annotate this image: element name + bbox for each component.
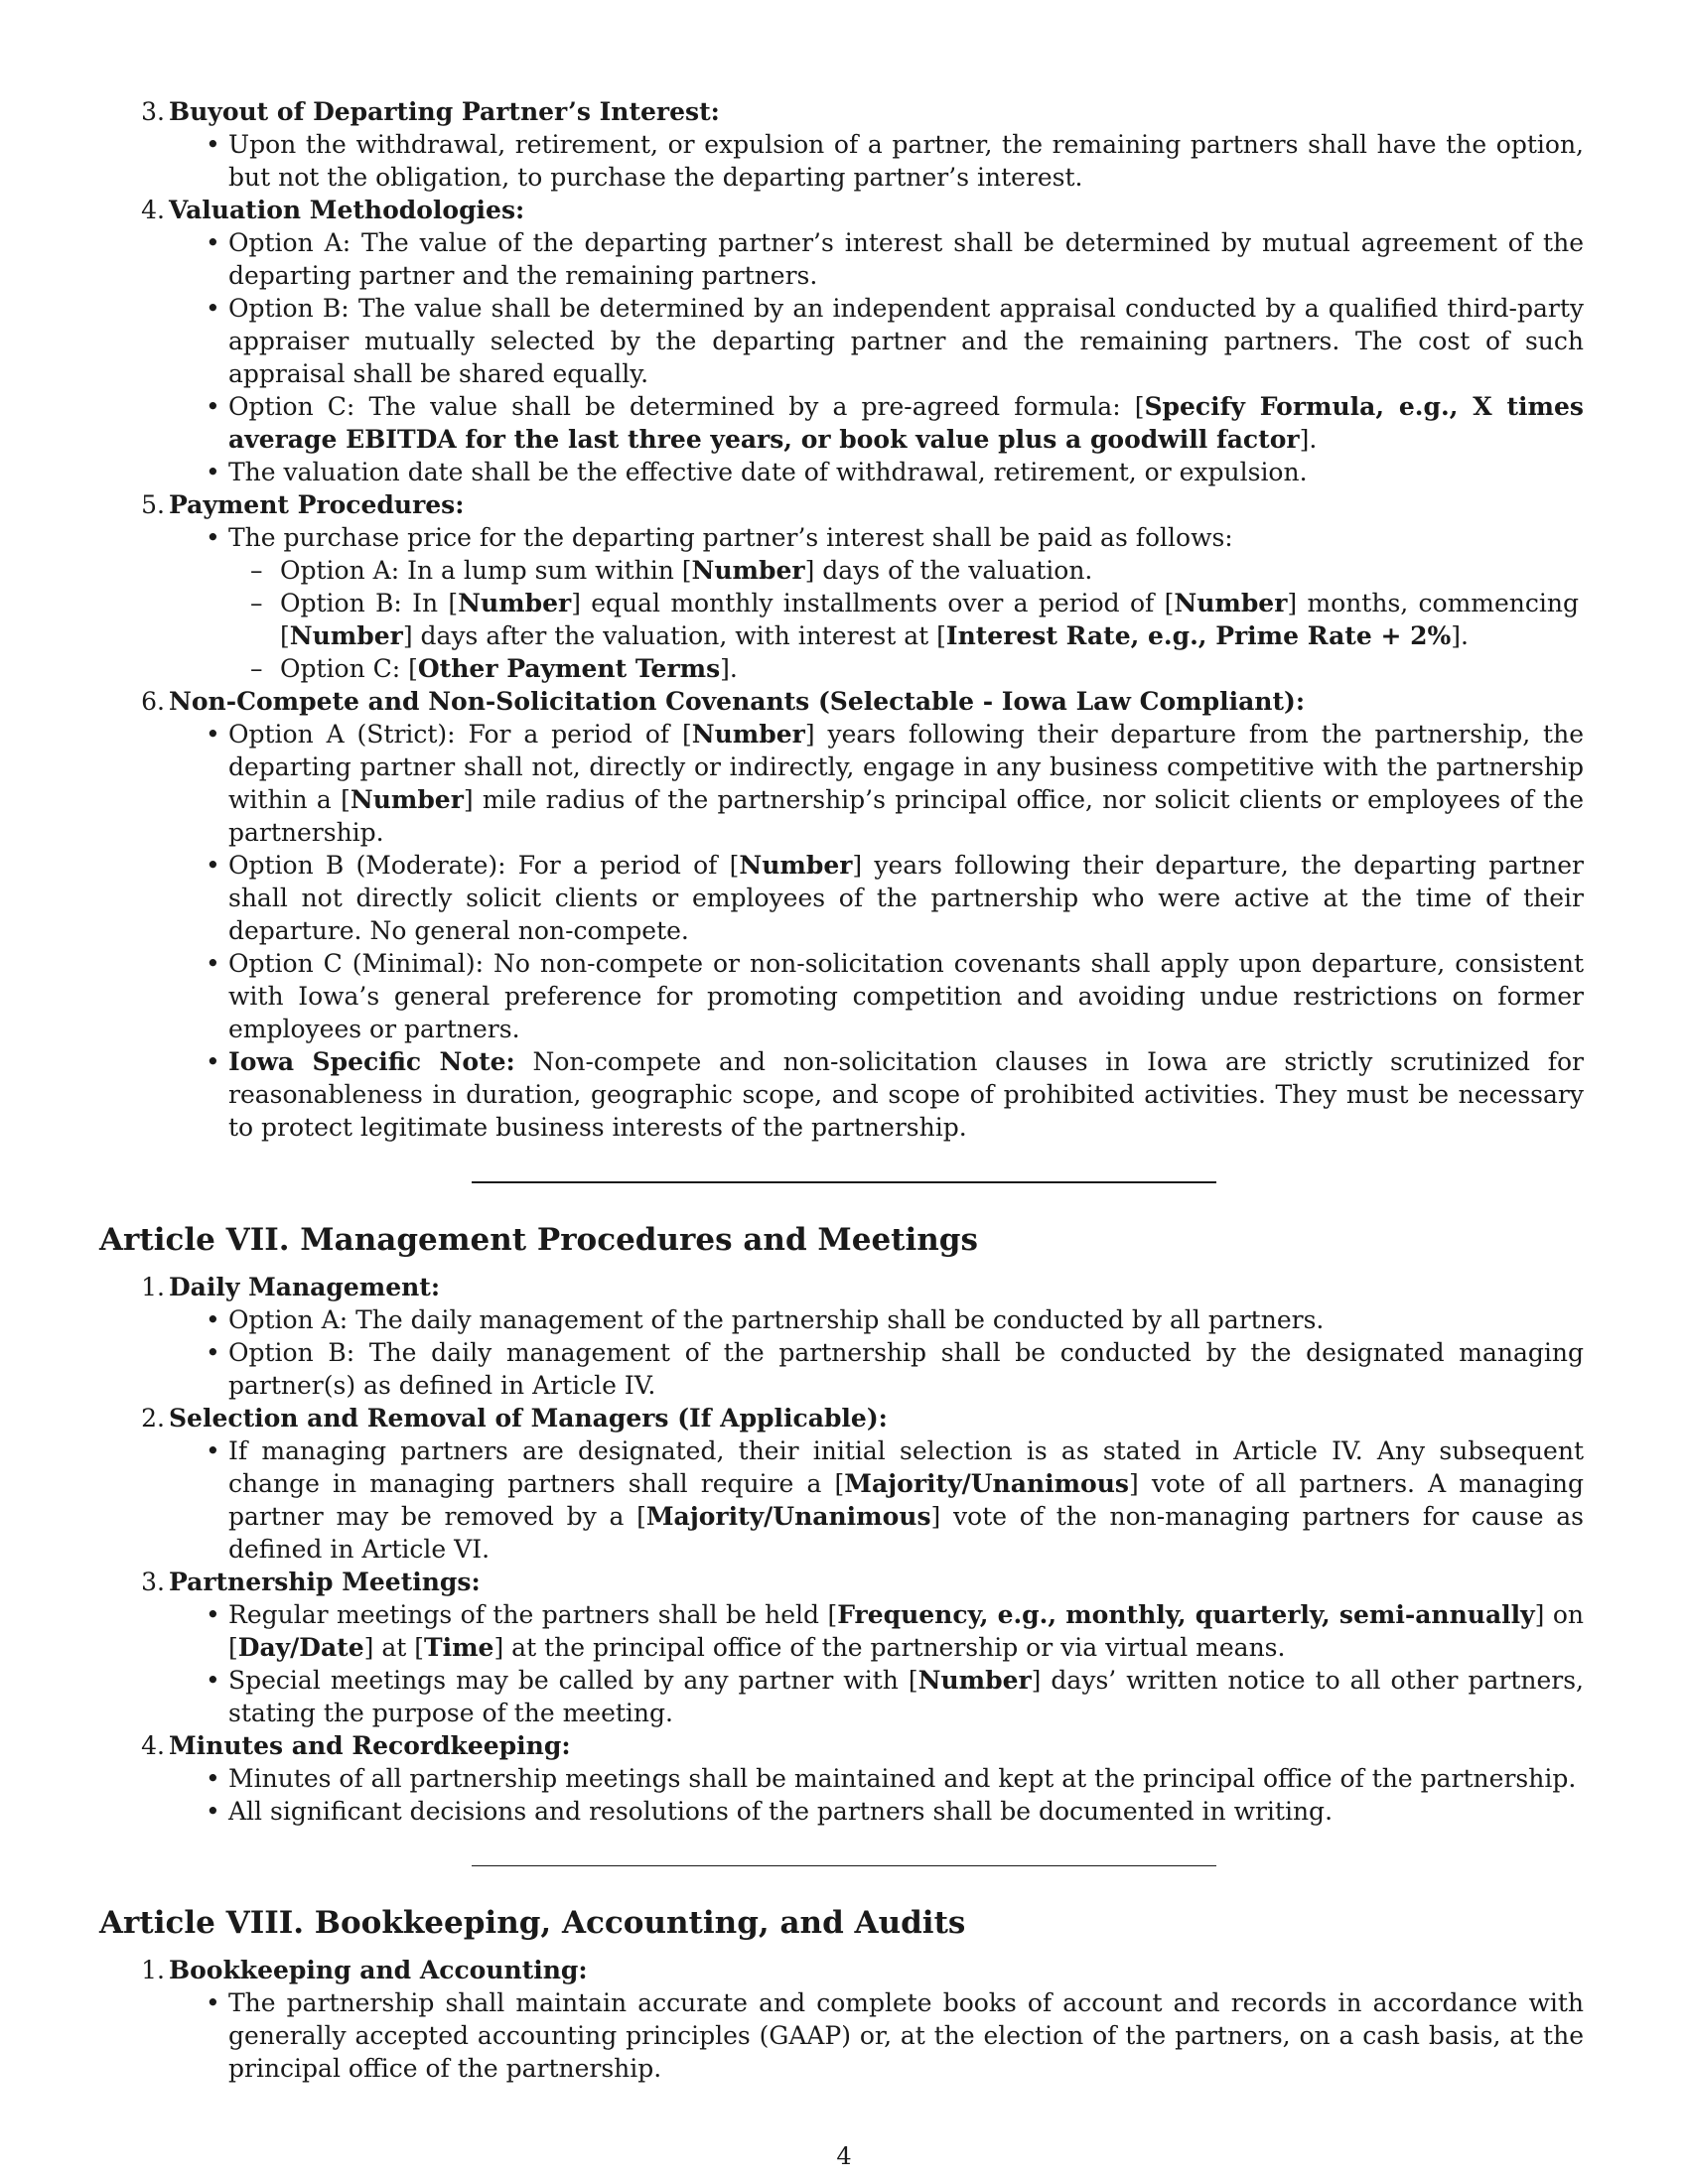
list-item-buyout bbox=[99, 95, 1589, 194]
item-title: Non-Compete and Non-Solicitation Covenants (Selectable - Iowa Law Compliant): bbox=[169, 687, 1306, 716]
bullet-item bbox=[169, 849, 1589, 947]
bullet-item bbox=[169, 390, 1589, 456]
bullet-item: • Option C (Minimal): No non-compete or non-solicitation covenants shall apply upon departure, consistent with Iowa’s general preference for promoting competition and avoiding undue restrictions on former employees or partners. bbox=[169, 947, 1589, 1045]
bullet-item bbox=[169, 1598, 1589, 1664]
bullet-item: • The valuation date shall be the effective date of withdrawal, retirement, or expulsion. bbox=[169, 456, 1589, 488]
bullet-item bbox=[169, 1664, 1589, 1729]
bullet-text: ] at the principal office of the partnership or via virtual means. bbox=[493, 1633, 1286, 1662]
placeholder-field: Number bbox=[289, 621, 403, 650]
list-item-selection-removal bbox=[99, 1402, 1589, 1566]
article6-continued-list bbox=[99, 95, 1589, 1144]
item-title: Selection and Removal of Managers (If Applicable): bbox=[169, 1404, 888, 1433]
bullet-item bbox=[169, 718, 1589, 849]
dash-text: ] equal monthly installments over a period of [ bbox=[571, 589, 1175, 617]
article-heading: Article VIII. Bookkeeping, Accounting, and Audits bbox=[99, 1905, 966, 1941]
bullet-list bbox=[169, 521, 1589, 685]
placeholder-field: Time bbox=[424, 1633, 494, 1662]
item-number: 4. bbox=[141, 196, 165, 224]
list-item-valuation bbox=[99, 194, 1589, 488]
bullet-text: Special meetings may be called by any partner with [ bbox=[228, 1666, 918, 1695]
bullet-text: ] on [ bbox=[228, 1600, 1584, 1662]
item-title: Partnership Meetings: bbox=[169, 1568, 481, 1596]
placeholder-field: Number bbox=[350, 785, 464, 814]
bullet-item: • All significant decisions and resolutions of the partners shall be documented in writing. bbox=[169, 1795, 1589, 1828]
item-title: Daily Management: bbox=[169, 1273, 441, 1301]
bullet-list bbox=[169, 1598, 1589, 1729]
dash-text: Option A: In a lump sum within [ bbox=[280, 556, 692, 585]
bullet-item: • Option B: The daily management of the partnership shall be conducted by the designated managing partner(s) as defined in Article IV. bbox=[169, 1336, 1589, 1402]
bullet-text: Option B (Moderate): For a period of [ bbox=[228, 851, 740, 880]
placeholder-field: Frequency, e.g., monthly, quarterly, semi-annually bbox=[837, 1600, 1535, 1629]
placeholder-field: Number bbox=[739, 851, 853, 880]
list-item-payment bbox=[99, 488, 1589, 685]
placeholder-field: Majority/Unanimous bbox=[645, 1502, 931, 1531]
placeholder-field: Number bbox=[1174, 589, 1288, 617]
note-text: Non-compete and non-solicitation clauses in Iowa are strictly scrutinized for reasonableness in duration, geographic scope, and scope of prohibited activities. They must be necessary to protect legitimate business interests of the partnership. bbox=[228, 1047, 1584, 1142]
article-heading: Article VII. Management Procedures and Meetings bbox=[99, 1222, 978, 1258]
bullet-list bbox=[169, 718, 1589, 1144]
item-number: 3. bbox=[141, 1568, 165, 1596]
dash-text: Option C: [ bbox=[280, 654, 418, 683]
item-number: 1. bbox=[141, 1956, 165, 1984]
placeholder-field: Number bbox=[917, 1666, 1032, 1695]
item-number: 6. bbox=[141, 687, 165, 716]
bullet-list bbox=[169, 128, 1589, 194]
bullet-list bbox=[169, 1434, 1589, 1566]
section-divider bbox=[472, 1865, 1216, 1866]
item-title: Payment Procedures: bbox=[169, 490, 465, 519]
list-item-daily-management bbox=[99, 1271, 1589, 1402]
bullet-text: ] vote of all partners. A managing partner may be removed by a [ bbox=[228, 1469, 1584, 1531]
item-title: Buyout of Departing Partner’s Interest: bbox=[169, 97, 720, 126]
bullet-list bbox=[169, 226, 1589, 488]
bullet-text: ] years following their departure, the departing partner shall not directly solicit clients or employees of the partnership who were active at the time of their departure. No general non-compete. bbox=[228, 851, 1584, 945]
placeholder-field: Number bbox=[691, 556, 805, 585]
dash-text: Option B: In [ bbox=[280, 589, 459, 617]
item-number: 1. bbox=[141, 1273, 165, 1301]
page-number: 4 bbox=[836, 2142, 852, 2170]
bullet-item: • Option A: The daily management of the partnership shall be conducted by all partners. bbox=[169, 1303, 1589, 1336]
bullet-text: If managing partners are designated, their initial selection is as stated in Article IV. Any subsequent change in managing partners shall require a [ bbox=[228, 1436, 1584, 1498]
bullet-list bbox=[169, 1986, 1589, 2085]
placeholder-field: Number bbox=[691, 720, 805, 749]
item-title: Bookkeeping and Accounting: bbox=[169, 1956, 588, 1984]
placeholder-field: Specify Formula, e.g., X times average EBITDA for the last three years, or book value plus a goodwill factor bbox=[228, 392, 1584, 454]
bullet-item: • Option B: The value shall be determined by an independent appraisal conducted by a qualified third-party appraiser mutually selected by the departing partner and the remaining partners. The cost of such appraisal shall be shared equally. bbox=[169, 292, 1589, 390]
item-title: Valuation Methodologies: bbox=[169, 196, 525, 224]
placeholder-field: Other Payment Terms bbox=[417, 654, 721, 683]
dash-text: ]. bbox=[1451, 621, 1469, 650]
bullet-text: Option A (Strict): For a period of [ bbox=[228, 720, 692, 749]
item-title: Minutes and Recordkeeping: bbox=[169, 1731, 571, 1760]
section-divider bbox=[472, 1181, 1216, 1183]
bullet-text: Option C: The value shall be determined by a pre-agreed formula: [ bbox=[228, 392, 1145, 421]
bullet-list bbox=[169, 1762, 1589, 1828]
bullet-text: ] vote of the non-managing partners for cause as defined in Article VI. bbox=[228, 1502, 1584, 1564]
article7-list bbox=[99, 1271, 1589, 1828]
article8-list bbox=[99, 1954, 1589, 2085]
bullet-text: ] mile radius of the partnership’s principal office, nor solicit clients or employees of the partnership. bbox=[228, 785, 1584, 847]
bullet-item bbox=[169, 1045, 1589, 1144]
dash-item bbox=[228, 554, 1584, 587]
list-item-non-compete bbox=[99, 685, 1589, 1144]
dash-list bbox=[228, 554, 1584, 685]
bullet-item: • Minutes of all partnership meetings shall be maintained and kept at the principal office of the partnership. bbox=[169, 1762, 1589, 1795]
list-item-minutes bbox=[99, 1729, 1589, 1828]
bullet-list bbox=[169, 1303, 1589, 1402]
document-page bbox=[99, 95, 1589, 2085]
bullet-text: Regular meetings of the partners shall be held [ bbox=[228, 1600, 838, 1629]
bullet-text: ] at [ bbox=[363, 1633, 424, 1662]
dash-text: ] days of the valuation. bbox=[804, 556, 1093, 585]
bullet-item: • Option A: The value of the departing partner’s interest shall be determined by mutual agreement of the departing partner and the remaining partners. bbox=[169, 226, 1589, 292]
list-item-meetings bbox=[99, 1566, 1589, 1729]
placeholder-field: Number bbox=[458, 589, 572, 617]
note-label: Iowa Specific Note: bbox=[228, 1047, 515, 1076]
dash-item bbox=[228, 652, 1584, 685]
placeholder-field: Day/Date bbox=[237, 1633, 364, 1662]
item-number: 3. bbox=[141, 97, 165, 126]
bullet-item bbox=[169, 521, 1589, 685]
bullet-text: ]. bbox=[1299, 425, 1318, 454]
item-number: 4. bbox=[141, 1731, 165, 1760]
placeholder-field: Interest Rate, e.g., Prime Rate + 2% bbox=[945, 621, 1452, 650]
list-item-bookkeeping bbox=[99, 1954, 1589, 2085]
bullet-item: • The partnership shall maintain accurate and complete books of account and records in accordance with generally accepted accounting principles (GAAP) or, at the election of the partners, on a cash basis, at the principal office of the partnership. bbox=[169, 1986, 1589, 2085]
item-number: 5. bbox=[141, 490, 165, 519]
placeholder-field: Majority/Unanimous bbox=[844, 1469, 1129, 1498]
dash-item bbox=[228, 587, 1584, 652]
bullet-item bbox=[169, 1434, 1589, 1566]
dash-text: ] days after the valuation, with interest at [ bbox=[402, 621, 946, 650]
dash-text: ] months, commencing [ bbox=[280, 589, 1579, 650]
bullet-text: The purchase price for the departing partner’s interest shall be paid as follows: bbox=[228, 523, 1233, 552]
item-number: 2. bbox=[141, 1404, 165, 1433]
bullet-item: • Upon the withdrawal, retirement, or expulsion of a partner, the remaining partners shall have the option, but not the obligation, to purchase the departing partner’s interest. bbox=[169, 128, 1589, 194]
dash-text: ]. bbox=[720, 654, 738, 683]
bullet-text: ] years following their departure from the partnership, the departing partner shall not, directly or indirectly, engage in any business competitive with the partnership within a [ bbox=[228, 720, 1584, 814]
bullet-text: ] days’ written notice to all other partners, stating the purpose of the meeting. bbox=[228, 1666, 1584, 1727]
